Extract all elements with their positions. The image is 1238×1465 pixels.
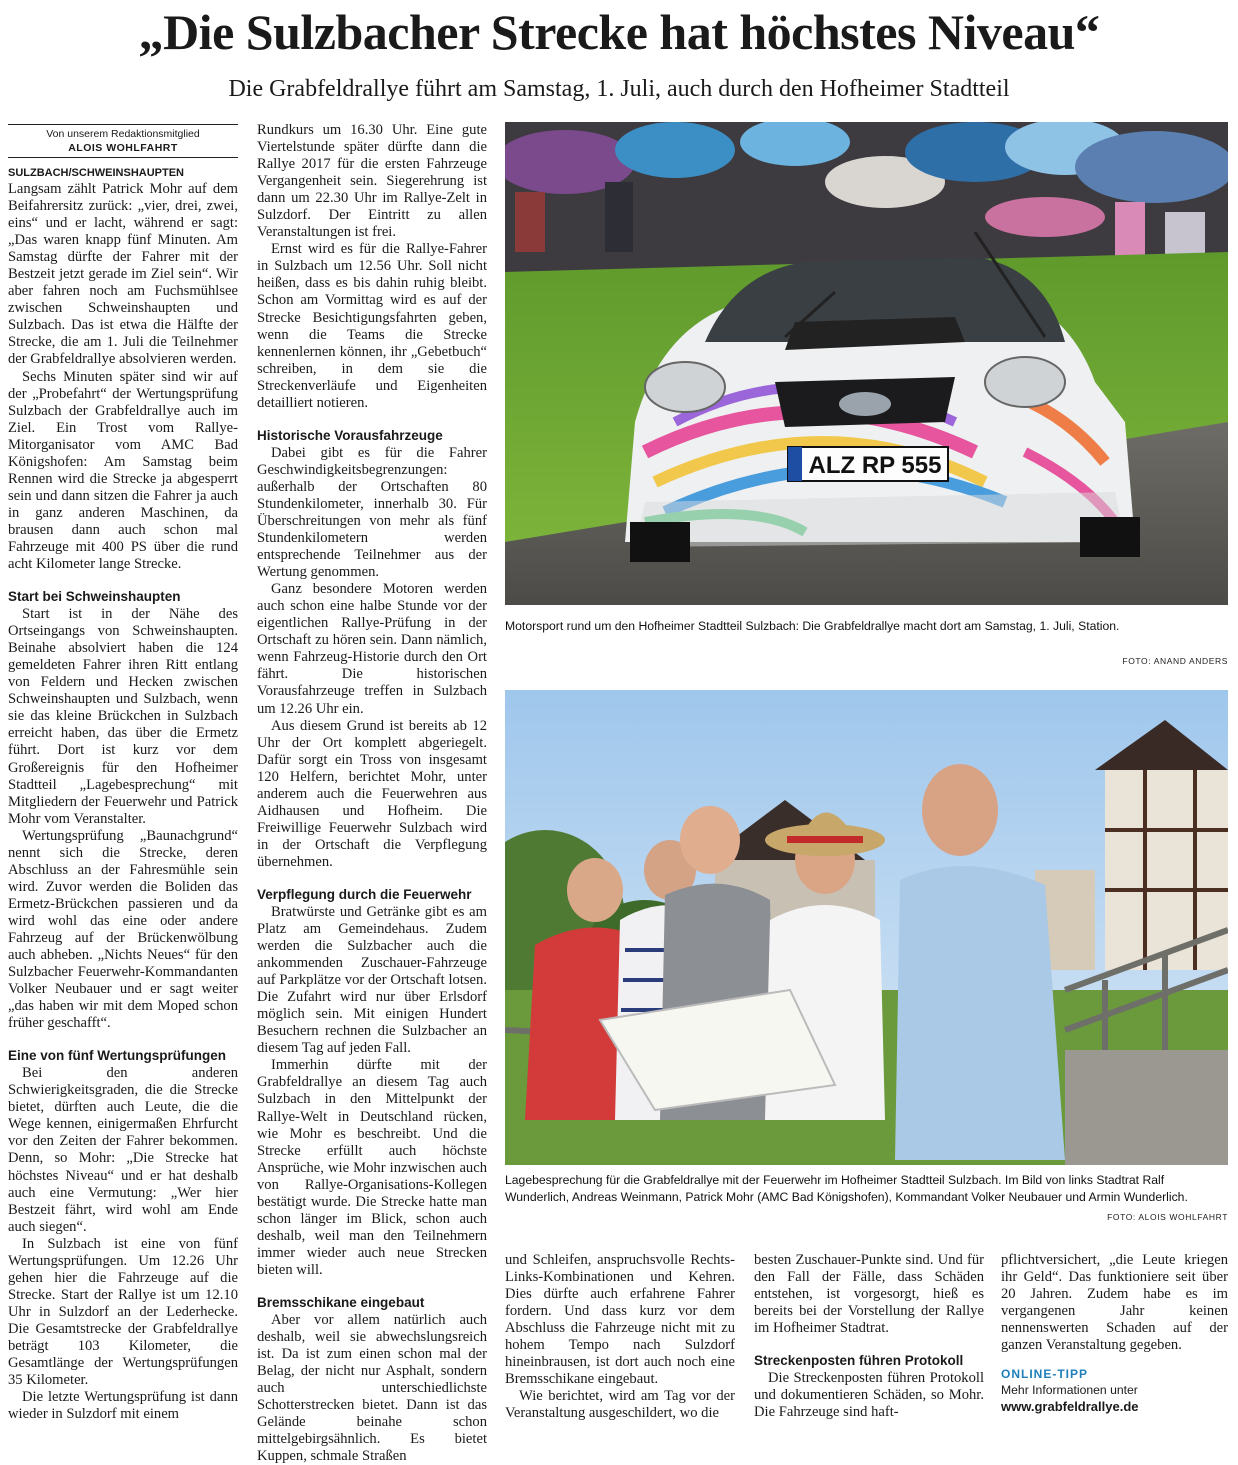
section-heading: Historische Vorausfahrzeuge xyxy=(257,427,443,443)
column-5 xyxy=(1001,1252,1228,1415)
column-2 xyxy=(257,122,487,1465)
meeting-photo xyxy=(505,690,1228,1165)
paragraph: Bratwürste und Getränke gibt es am Platz am Gemeindehaus. Zudem werden die Sulzbacher auch die ankommenden Zuschauer-Fahrzeuge auf Parkplätze vor der Ortschaft lotsen. Die Zufahrt wird nur über Erlsdorf möglich sein. Mit einigen Hundert Besuchern rechnen die Sulzbacher an diesem Tag auf jeden Fall. xyxy=(257,903,487,1057)
meeting-image xyxy=(505,690,1228,1165)
section-heading: Start bei Schweinshaupten xyxy=(8,589,181,605)
paragraph: Die Streckenposten führen Protokoll und dokumentieren Schäden, so Mohr. Die Fahrzeuge sind haft- xyxy=(754,1370,984,1421)
paragraph: Dabei gibt es für die Fahrer Geschwindigkeitsbegrenzungen: außerhalb der Ortschaften 80 Stundenkilometer, innerhalb 30. Für Überschreitungen von mehr als fünf Stundenkilometern werden entsprechende Teilnehmer aus der Wertung genommen. xyxy=(257,444,487,581)
section-heading: Streckenposten führen Protokoll xyxy=(754,1353,964,1369)
paragraph: Wie berichtet, wird am Tag vor der Veranstaltung ausgeschildert, wo die xyxy=(505,1388,735,1422)
column-1 xyxy=(8,124,238,1423)
paragraph: Bei den anderen Schwierigkeitsgraden, die die Strecke bietet, dürften auch Leute, die die Wege kennen, einigermaßen Ehrfurcht vor den Zeiten der Fahrer bekommen. Denn, so Mohr: „Die Strecke hat höchstes Niveau“ und er hat deshalb auch eine Vermutung: „Wer hier Bestzeit fährt, wird wohl am Ende auch siegen“. xyxy=(8,1065,238,1235)
column-3 xyxy=(505,1252,735,1422)
dateline: SULZBACH/SCHWEINSHAUPTEN xyxy=(8,167,184,179)
paragraph: und Schleifen, anspruchsvolle Rechts-Links-Kombinationen und Kehren. Dies dürfte auch erfahrene Fahrer fordern. Und dass kurz vor dem Abschluss die Fahrzeuge nicht mit zu hohem Tempo nach Sulzdorf hineinbrausen, ist dort auch noch eine Bremsschikane eingebaut. xyxy=(505,1252,735,1388)
paragraph: Ganz besondere Motoren werden auch schon eine halbe Stunde vor der eigentlichen Rallye-Prüfung in der Ortschaft zu hören sein. Dann nämlich, wenn Fahrzeug-Historie durch den Ort fährt. Die historischen Vorausfahrzeuge treffen in Sulzbach um 12.26 Uhr ein. xyxy=(257,581,487,717)
photo1-credit: FOTO: ANAND ANDERS xyxy=(1122,656,1228,666)
rally-car-image xyxy=(505,122,1228,605)
photo2-caption: Lagebesprechung für die Grabfeldrallye mit der Feuerwehr im Hofheimer Stadtteil Sulzbach. Im Bild von links Stadtrat Ralf Wunderlich, Andreas Weinmann, Patrick Mohr (AMC Bad Königshofen), Kommandant Volker Neubauer und Armin Wunderlich. xyxy=(505,1173,1188,1204)
paragraph: Sechs Minuten später sind wir auf der „Probefahrt“ der Wertungsprüfung Sulzbach der Grabfeldrallye auch im Ziel. Ein Trost vom Rallye-Mitorganisator vom AMC Bad Königshofen: Am Samstag beim Rennen wird die Strecke ja abgesperrt sein und dann sitzen die Fahrer ja auch in ganz anderen Maschinen, da brausen dann auch schon mal Fahrzeuge mit 400 PS über die rund acht Kilometer lange Strecke. xyxy=(8,368,238,573)
online-tip-title: ONLINE-TIPP xyxy=(1001,1367,1089,1382)
paragraph: Rundkurs um 16.30 Uhr. Eine gute Viertelstunde später dürfte dann die Rallye 2017 für die ersten Fahrzeuge Vergangenheit sein. Siegerehrung ist dann um 22.30 Uhr im Rallye-Zelt in Sulzdorf. Der Eintritt zu allen Veranstaltungen ist frei. xyxy=(257,122,487,241)
paragraph: pflichtversichert, „die Leute kriegen ihr Geld“. Das funktioniere seit über 20 Jahren. Zudem habe es im vergangenen Jahr keinen nennenswerten Schaden auf der ganzen Veranstaltung gegeben. xyxy=(1001,1252,1228,1354)
section-heading: Verpflegung durch die Feuerwehr xyxy=(257,886,472,902)
paragraph: Langsam zählt Patrick Mohr auf dem Beifahrersitz zurück: „vier, drei, zwei, eins“ und er lacht, während er sagt: „Das waren knapp fünf Minuten. Am Samstag dürfte der Fahrer mit der Bestzeit jetzt gerade im Ziel sein“. Wir aber fahren noch am Fuchsmühlsee zwischen Schweinshaupten und Sulzbach. Das ist etwa die Hälfte der Strecke, die am 1. Juli die Teilnehmer der Grabfeldrallye absolvieren werden. xyxy=(8,181,238,368)
paragraph: In Sulzbach ist eine von fünf Wertungsprüfungen. Um 12.26 Uhr gehen hier die Fahrzeuge auf die Strecke. Start der Rallye ist um 12.10 Uhr in Sulzdorf an der Lederhecke. Die Gesamtstrecke der Grabfeldrallye beträgt 103 Kilometer, die Gesamtlänge der Wertungsprüfungen 35 Kilometer. xyxy=(8,1235,238,1389)
paragraph: Immerhin dürfte mit der Grabfeldrallye an diesem Tag auch Sulzbach in den Mittelpunkt der Rallye-Welt in Deutschland rücken, wie Mohr es beschreibt. Und die Strecke erfüllt auch höchste Ansprüche, wie Mohr inzwischen auch von Rallye-Organisations-Kollegen bestätigt wurde. Die Strecke hatte man schon länger im Blick, schon auch deshalb, weil man den Teilnehmern immer wieder auch neue Strecken bieten will. xyxy=(257,1057,487,1278)
byline-name: ALOIS WOHLFAHRT xyxy=(68,142,178,154)
paragraph: Aber vor allem natürlich auch deshalb, weil sie abwechslungsreich ist. Da ist zum einen schon mal der Belag, der nicht nur Asphalt, sondern auch unterschiedlichste Schotterstrecken bietet. Dann ist das Gelände beinahe schon mittelgebirgsähnlich. Es bietet Kuppen, schmale Straßen xyxy=(257,1312,487,1465)
subheadline: Die Grabfeldrallye führt am Samstag, 1. Juli, auch durch den Hofheimer Stadtteil xyxy=(228,76,1010,102)
paragraph: besten Zuschauer-Punkte sind. Und für den Fall der Fälle, dass Schäden entstehen, ist vorgesorgt, hieß es bereits bei der Vorstellung der Rallye im Hofheimer Stadtrat. xyxy=(754,1252,984,1337)
headline: „Die Sulzbacher Strecke hat höchstes Niveau“ xyxy=(138,4,1100,60)
section-heading: Eine von fünf Wertungsprüfungen xyxy=(8,1048,226,1064)
paragraph: Ernst wird es für die Rallye-Fahrer in Sulzbach um 12.56 Uhr. Soll nicht heißen, dass es bis dahin ruhig bleibt. Schon am Vormittag wird es auf der Strecke Besichtigungsfahrten geben, wenn die Teams die Strecke kennenlernen können, ihr „Gebetbuch“ schreiben, in dem sie die Streckenverläufe und Eigenheiten detailliert notieren. xyxy=(257,241,487,411)
rally-car-photo xyxy=(505,122,1228,605)
online-tip-text: Mehr Informationen unter xyxy=(1001,1383,1138,1398)
online-tip-link[interactable]: www.grabfeldrallye.de xyxy=(1001,1399,1139,1415)
paragraph: Aus diesem Grund ist bereits ab 12 Uhr der Ort komplett abgeriegelt. Dafür sorgt ein Tross von insgesamt 120 Helfern, berichtet Mohr, unter anderem auch die Feuerwehren aus Aidhausen und Hofheim. Die Freiwillige Feuerwehr Sulzbach wird in der Ortschaft die Verpflegung übernehmen. xyxy=(257,717,487,870)
license-plate-text: ALZ RP 555 xyxy=(808,452,942,479)
section-heading: Bremsschikane eingebaut xyxy=(257,1295,425,1310)
paragraph: Die letzte Wertungsprüfung ist dann wieder in Sulzdorf mit einem xyxy=(8,1389,238,1423)
byline xyxy=(8,124,238,158)
byline-prefix: Von unserem Redaktionsmitglied xyxy=(46,128,200,140)
paragraph: Wertungsprüfung „Baunachgrund“ nennt sich die Strecke, deren Abschluss an der Fahresmühle sein wird. Zuvor werden die Boliden das Ermetz-Brückchen passieren und da wird wohl das eine oder andere Fahrzeug auf der Brückenwölbung auch abheben. „Nichts Neues“ für den Sulzbacher Feuerwehr-Kommandanten Volker Neubauer und er sagt weiter „das haben wir mit dem Moped schon früher geschafft“. xyxy=(8,827,238,1032)
photo1-caption: Motorsport rund um den Hofheimer Stadtteil Sulzbach: Die Grabfeldrallye macht dort am Samstag, 1. Juli, Station. xyxy=(505,619,1120,633)
paragraph: Start ist in der Nähe des Ortseingangs von Schweinshaupten. Beinahe absolviert haben die 124 gemeldeten Fahrer ihren Ritt entlang von Feldern und Hecken zwischen Schweinshaupten und Sulzbach, wenn sie das kleine Brückchen in Sulzbach erreicht haben, das über die Ermetz führt. Dort ist kurz vor dem Großereignis für den Hofheimer Stadtteil „Lagebesprechung“ mit Mitgliedern der Feuerwehr und Patrick Mohr vom Veranstalter. xyxy=(8,606,238,827)
column-4 xyxy=(754,1252,984,1421)
photo2-credit: FOTO: ALOIS WOHLFAHRT xyxy=(1107,1212,1228,1222)
